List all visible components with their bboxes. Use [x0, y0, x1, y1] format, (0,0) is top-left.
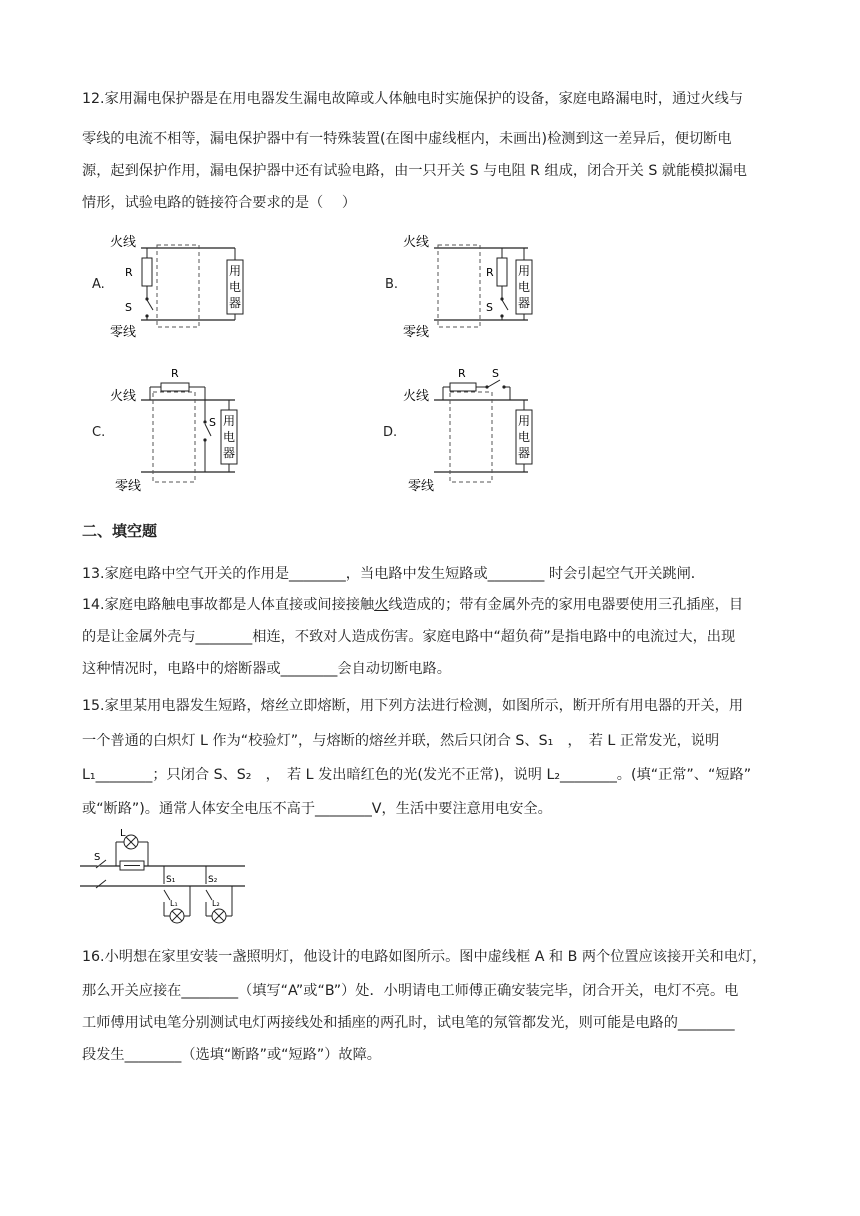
resistor-label: R	[486, 266, 494, 279]
resistor-label: R	[171, 367, 179, 380]
q12-line-2: 零线的电流不相等，漏电保护器中有一特殊装置(在图中虚线框内，未画出)检测到这一差异后，便切断电	[82, 131, 732, 147]
svg-text:用: 用	[229, 264, 242, 278]
q15-line-1: 15.家里某用电器发生短路，熔丝立即熔断，用下列方法进行检测，如图所示，断开所有用电器的开关，用	[82, 698, 744, 714]
switch-s	[502, 300, 508, 310]
resistor-label: R	[458, 367, 466, 380]
svg-text:电: 电	[223, 430, 236, 444]
switch-label: S	[492, 367, 499, 380]
switch-s2-label: S₂	[208, 875, 218, 885]
q14-line-1-pre: 14.家庭电路触电事故都是人体直接或间接接触	[82, 597, 375, 613]
section-heading: 二、填空题	[82, 522, 158, 540]
switch-s	[488, 380, 500, 387]
lamp-l1-label: L₁	[170, 899, 178, 908]
neutral-wire-label: 零线	[403, 325, 430, 340]
q14-underlined-word: 火	[374, 597, 389, 613]
svg-text:用: 用	[223, 414, 236, 428]
svg-text:器: 器	[518, 446, 531, 460]
resistor-r	[142, 258, 152, 286]
q14-line-2: 的是让金属外壳与________相连，不致对人造成伤害。家庭电路中“超负荷”是指电路中的电流过大，出现	[82, 629, 736, 645]
q12-line-1: 12.家用漏电保护器是在用电器发生漏电故障或人体触电时实施保护的设备，家庭电路漏电时，通过火线与	[82, 91, 744, 107]
q14-line-1-post: 线造成的；带有金属外壳的家用电器要使用三孔插座，目	[388, 597, 744, 613]
resistor-r	[497, 258, 507, 286]
svg-text:用: 用	[518, 264, 531, 278]
svg-text:器: 器	[229, 296, 242, 310]
svg-text:电: 电	[518, 280, 531, 294]
live-wire-label: 火线	[110, 389, 137, 404]
switch-s	[147, 300, 153, 310]
svg-text:器: 器	[223, 446, 236, 460]
q13-text: 13.家庭电路中空气开关的作用是________，当电路中发生短路或________ 时会引起空气开关跳闸．	[82, 566, 705, 582]
main-switch-label: S	[94, 852, 101, 863]
neutral-wire-label: 零线	[115, 479, 142, 494]
resistor-r	[161, 383, 189, 391]
circuit-diagram-a	[105, 228, 265, 343]
resistor-r	[450, 383, 476, 391]
q14-line-3: 这种情况时，电路中的熔断器或________会自动切断电路。	[82, 661, 451, 677]
svg-text:用: 用	[518, 414, 531, 428]
q16-line-2: 那么开关应接在________（填写“A”或“B”）处．小明请电工师傅正确安装完毕，闭合开关，电灯不亮。电	[82, 983, 739, 999]
circuit-diagram-c	[105, 362, 265, 497]
switch-s1-label: S₁	[166, 875, 176, 885]
q15-line-2: 一个普通的白炽灯 L 作为“校验灯”，与熔断的熔丝并联，然后只闭合 S、S₁ ， 若 L 正常发光，说明	[82, 733, 720, 749]
check-lamp-label: L	[120, 828, 126, 839]
live-wire-label: 火线	[403, 235, 430, 250]
q12-line-3: 源，起到保护作用，漏电保护器中还有试验电路，由一只开关 S 与电阻 R 组成，闭合开关 S 就能模拟漏电	[82, 163, 747, 179]
switch-label: S	[486, 301, 493, 314]
resistor-label: R	[125, 266, 133, 279]
q15-circuit-figure	[80, 826, 250, 930]
svg-text:电: 电	[518, 430, 531, 444]
neutral-wire-label: 零线	[408, 479, 435, 494]
circuit-diagram-d	[398, 362, 558, 497]
option-d-label: D.	[383, 425, 398, 440]
lamp-l2-label: L₂	[212, 899, 220, 908]
svg-text:电: 电	[229, 280, 242, 294]
q15-line-3: L₁________；只闭合 S、S₂ ， 若 L 发出暗红色的光(发光不正常)，说明 L₂________。(填“正常”、“短路”	[82, 767, 752, 783]
switch-label: S	[125, 301, 132, 314]
q16-line-3: 工师傅用试电笔分别测试电灯两接线处和插座的两孔时，试电笔的氖管都发光，则可能是电路的________	[82, 1015, 735, 1031]
q16-line-4: 段发生________（选填“断路”或“短路”）故障。	[82, 1047, 381, 1063]
option-c-label: C.	[92, 425, 106, 440]
live-wire-label: 火线	[110, 235, 137, 250]
live-wire-label: 火线	[403, 389, 430, 404]
svg-text:器: 器	[518, 296, 531, 310]
option-b-label: B.	[385, 277, 399, 292]
neutral-wire-label: 零线	[110, 325, 137, 340]
q15-line-4: 或“断路”)。通常人体安全电压不高于________V，生活中要注意用电安全。	[82, 801, 552, 817]
q12-line-4: 情形，试验电路的链接符合要求的是（ ）	[82, 195, 357, 211]
option-a-label: A.	[92, 277, 105, 292]
switch-label: S	[209, 416, 216, 429]
q16-line-1: 16.小明想在家里安装一盏照明灯，他设计的电路如图所示。图中虚线框 A 和 B 两个位置应该接开关和电灯，	[82, 949, 767, 965]
q14-line-1	[82, 594, 743, 614]
circuit-diagram-b	[398, 228, 558, 343]
